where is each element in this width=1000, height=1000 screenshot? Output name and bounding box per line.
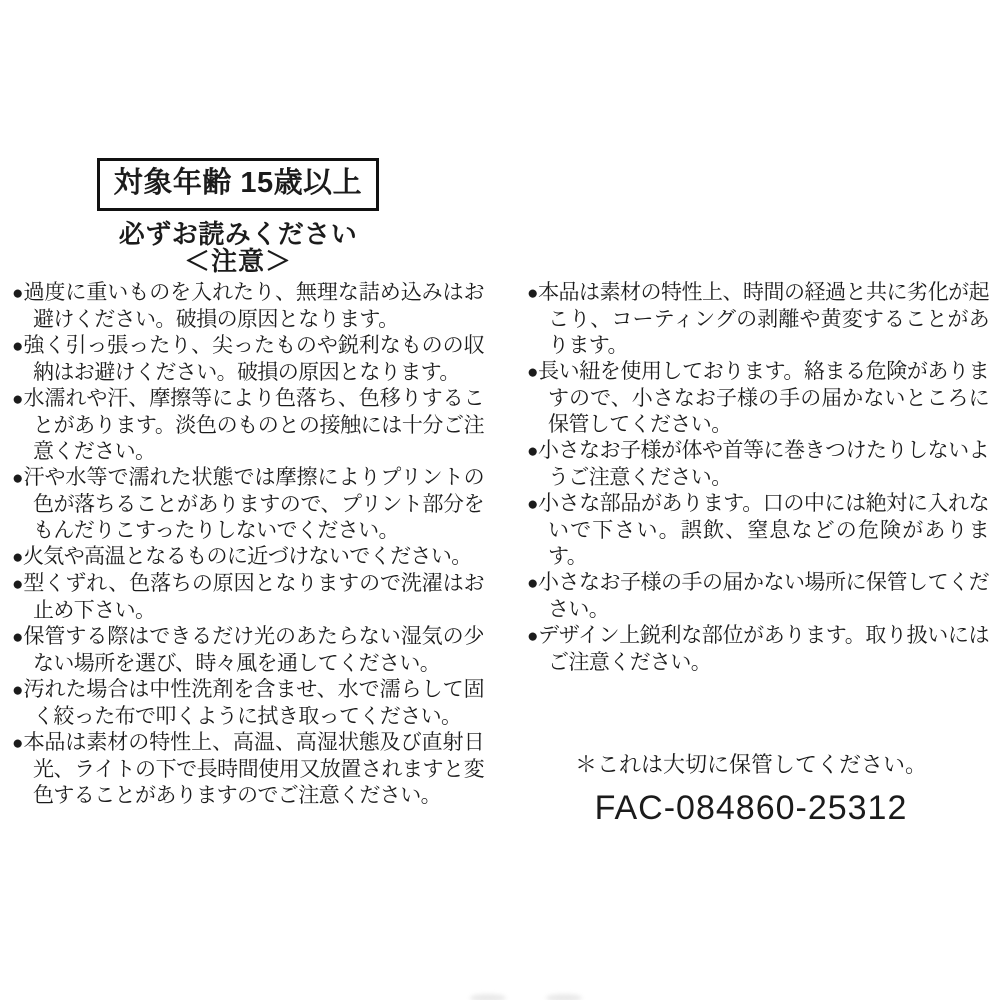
warnings-column-left <box>12 280 484 809</box>
warning-item <box>12 571 484 624</box>
cutoff-glyph-smudge <box>470 994 506 1000</box>
warning-item <box>527 570 989 623</box>
bullet-icon: ● <box>12 336 24 357</box>
cutoff-glyph-smudge <box>546 994 582 1000</box>
warning-item <box>527 491 989 570</box>
warnings-column-right <box>527 280 989 676</box>
bullet-icon: ● <box>12 574 24 595</box>
warning-item <box>12 677 484 730</box>
warning-text: 水濡れや汗、摩擦等により色落ち、色移りすることがあります。淡色のものとの接触には十分ご注意ください。 <box>23 387 484 463</box>
warning-text: 小さなお子様の手の届かない場所に保管してください。 <box>537 571 989 621</box>
bullet-icon: ● <box>12 389 24 410</box>
bullet-icon: ● <box>12 468 24 489</box>
bullet-icon: ● <box>527 362 539 383</box>
bullet-icon: ● <box>12 283 24 304</box>
warning-item <box>527 280 989 359</box>
warning-text: 小さな部品があります。口の中には絶対に入れないで下さい。誤飲、窒息などの危険があります。 <box>538 492 989 568</box>
age-restriction-box <box>97 158 379 211</box>
warning-text: 過度に重いものを入れたり、無理な詰め込みはお避けください。破損の原因となります。 <box>23 281 484 331</box>
warning-text: 汚れた場合は中性洗剤を含ませ、水で濡らして固く絞った布で叩くように拭き取ってください。 <box>23 678 484 728</box>
bullet-icon: ● <box>527 283 538 304</box>
age-restriction-text: 対象年齢 15歳以上 <box>113 167 363 199</box>
warning-item <box>527 438 989 491</box>
warning-text: 小さなお子様が体や首等に巻きつけたりしないようご注意ください。 <box>537 439 989 489</box>
bullet-icon: ● <box>527 494 539 515</box>
must-read-heading: 必ずお読みください <box>118 218 358 249</box>
header <box>0 158 476 274</box>
bullet-icon: ● <box>527 441 538 462</box>
warning-item <box>12 730 484 809</box>
cutoff-text-fragment <box>470 994 600 1000</box>
product-code: FAC-084860-25312 <box>594 789 908 827</box>
bullet-icon: ● <box>12 627 24 648</box>
warning-item <box>12 465 484 544</box>
warning-text: 汗や水等で濡れた状態では摩擦によりプリントの色が落ちることがありますので、プリント部分をもんだりこすったりしないでください。 <box>23 466 484 542</box>
warning-text: 本品は素材の特性上、高温、高湿状態及び直射日光、ライトの下で長時間使用又放置されますと変色することがありますのでご注意ください。 <box>23 731 484 807</box>
warning-item <box>12 280 484 333</box>
warning-text: 型くずれ、色落ちの原因となりますので洗濯はお止め下さい。 <box>23 572 484 622</box>
warning-item <box>12 333 484 386</box>
bullet-icon: ● <box>527 573 538 594</box>
warning-text: デザイン上鋭利な部位があります。取り扱いにはご注意ください。 <box>538 624 989 674</box>
bullet-icon: ● <box>527 626 539 647</box>
bullet-icon: ● <box>12 680 24 701</box>
footer <box>515 748 987 828</box>
warning-text: 強く引っ張ったり、尖ったものや鋭利なものの収納はお避けください。破損の原因となります。 <box>23 334 484 384</box>
warning-text: 火気や高温となるものに近づけないでください。 <box>22 545 472 568</box>
bullet-icon: ● <box>12 733 24 754</box>
warning-item <box>12 624 484 677</box>
warning-text: 長い紐を使用しております。絡まる危険がありますので、小さなお子様の手の届かないところに保管してください。 <box>538 360 989 436</box>
warning-item <box>527 359 989 438</box>
warning-item <box>12 544 484 571</box>
warning-item <box>527 623 989 676</box>
keep-note: ＊これは大切に保管してください。 <box>574 752 927 777</box>
bullet-icon: ● <box>12 547 23 568</box>
warning-text: 保管する際はできるだけ光のあたらない湿気の少ない場所を選び、時々風を通してください。 <box>23 625 484 675</box>
warning-text: 本品は素材の特性上、時間の経過と共に劣化が起こり、コーティングの剥離や黄変することがあります。 <box>537 281 989 357</box>
caution-heading: ＜注意＞ <box>183 245 292 276</box>
warning-item <box>12 386 484 465</box>
